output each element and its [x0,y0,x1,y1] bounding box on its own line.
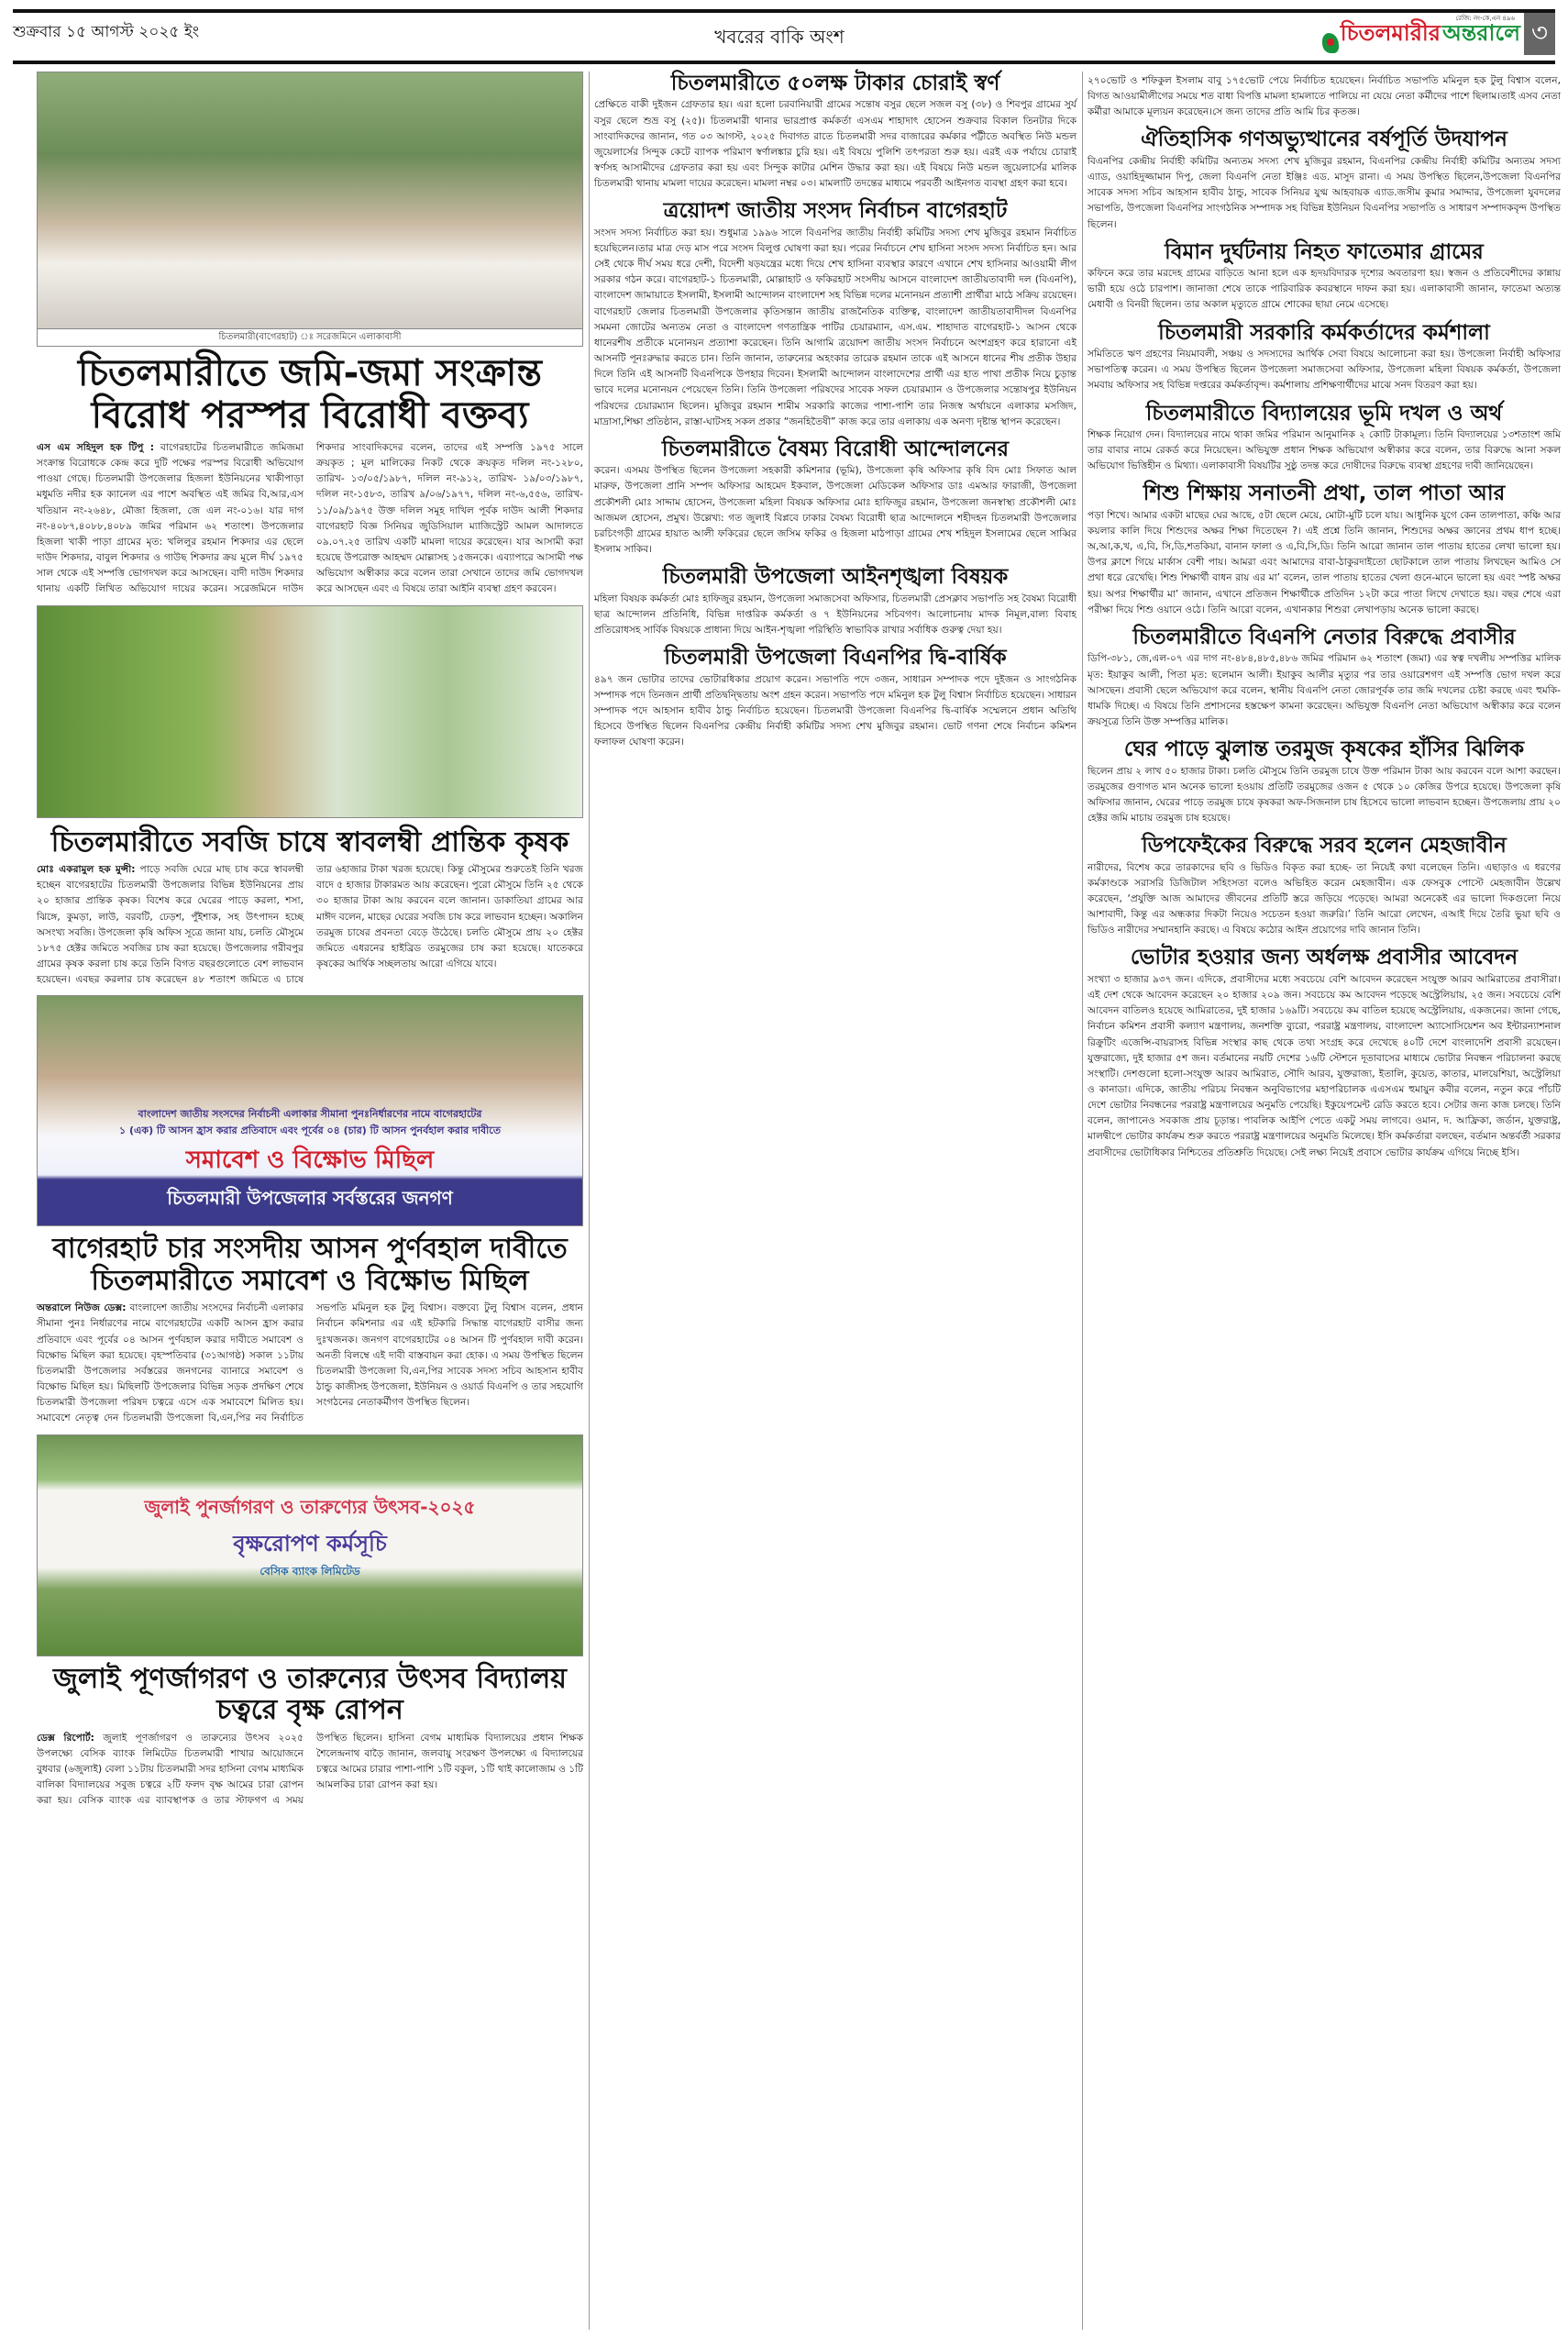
article-body: সংখ্যা ৩ হাজার ৯৩৭ জন। এদিকে, প্রবাসীদের মধ্যে সবচেয়ে বেশি আবেদন করেছেন সংযুক্ত আরব আমিরাতের প্রবাসীরা। এই দেশ থেকে আবেদন করেছেন ২০ হাজার ২০৯ জন। সবচেয়ে কম আবেদন পড়েছে অস্ট্রেলিয়ায়, ২৫ জন। সবচেয়ে বেশি আবেদন বাতিলও হয়েছে আমিরাতের, দুই হাজার ১৬৯টি। সবচেয়ে কম বাতিল হয়েছে অস্ট্রেলিয়ায়, একজনের। জানা গেছে, নির্বাচন কমিশন প্রবাসী কল্যাণ মন্ত্রণালয়, জনশক্তি ব্যুরো, পররাষ্ট্র মন্ত্রণালয়, বাংলাদেশ অ্যাসোসিয়েশন অব ইন্টারন্যাশনাল রিক্রুটিং এজেন্সি-বায়রাসহ বিভিন্ন সংস্থার কাছ থেকে তথ্য সংগ্রহ করে দেখেছে ৪০টি দেশে বাংলাদেশি প্রবাসী রয়েছেন। যুক্তরাজ্যে, দুই হাজার ৫শ জন। বর্তমানের নয়টি দেশের ১৬টি স্টেশনে দূতাবাসের মাধ্যমে ভোটার নিবন্ধন পরিচালনা করছে সংস্থাটি। দেশগুলো হলো-সংযুক্ত আরব আমিরাত, সৌদি আরব, যুক্তরাজ্য, ইতালি, কুয়েত, কাতার, মালয়েশিয়া, অস্ট্রেলিয়া ও কানাডা। এদিকে, জাতীয় পরিচয় নিবন্ধন অনুবিভাগের মহাপরিচালক এএসএম হুমায়ুন কবীর বলেন, নতুন করে পাঁচটি দেশে ভোটার নিবন্ধনের পররাষ্ট্র মন্ত্রণালয়ের অনুমতি পেয়েছি। ইকুয়েপমেন্ট রেডি করতে হবে। সেটার জন্য কাজ চলছে। তিনি বলেন, জাপানেও সবকাজ প্রায় চূড়ান্ত। পাবলিক আইপি পেতে একটু সময় লাগবে। ওমান, দ. আফ্রিকা, জর্ডান, যুক্তরাষ্ট্র, মালদ্বীপে ভোটার কার্যক্রম শুরু করতে পররাষ্ট্র মন্ত্রণালয়ের অনুমতি মিলেছে। ইসি কর্মকর্তারা বলছেন, বর্তমান অন্তর্বর্তী সরকার প্রবাসীদের ভোটাধিকার নিশ্চিতের প্রতিশ্রুতি দিয়েছে। সেই লক্ষ্য নিয়েই প্রবাসে ভোটার কার্যক্রম এগিয়ে নিচ্ছে ইসি। [1088,973,1561,1158]
headline: ঘের পাড়ে ঝুলান্ত তরমুজ কৃষকের হাঁসির ঝিলিক [1123,737,1525,762]
article-body: সমিতিতে ঋণ গ্রহণের নিয়মাবলী, সঞ্চয় ও সদস্যদের আর্থিক সেবা বিষয়ে আলোচনা করা হয়। উপজেলা নির্বাহী অফিসার সভাপতিত্ব করেন। এ সময় উপস্থিত ছিলেন উপজেলা সমাজসেবা অফিসার, উপজেলা মহিলা বিষয়ক কর্মকর্তা, উপজেলা সমবায় অফিসার সহ বিভিন্ন দপ্তরের কর্মকর্তাবৃন্দ। কর্মশালায় প্রশিক্ষণার্থীদের মাঝে সনদ বিতরণ করা হয়। [1088,349,1561,392]
photo-vegetable-farm [37,605,583,818]
header-bottom-rule [13,61,1555,64]
article-body: ৪৯৭ জন ভোটার তাদের ভোটারধিকার প্রয়োগ করেন। সভাপতি পদে ৩জন, সাধারন সম্পাদক পদে দুইজন ও সাংগঠনিক সম্পাদক পদে তিনজন প্রার্থী প্রতিদ্বন্দ্বিতায় অংশ গ্রহন করেন। সভাপতি পদে মমিনুল হক টুলু বিশ্বাস নির্বাচিত হয়েছেন। সাধারন সম্পাদক পদে আহসান হাবীব ঠান্ডু নির্বাচিত হয়েছেন। চিতলমারী উপজেলা বিএনপির দ্বি-বার্ষিক সম্মেলনে প্রধান অতিথি হিসেবে উপস্থিত ছিলেন বিএনপির কেন্দ্রীয় নির্বাহী কমিটির সদস্য শেখ মুজিবুর রহমান। ভোট গণনা শেষে নির্বাচন কমিশন ফলাফল ঘোষণা করেন। [594,673,1077,748]
article-deepfake [1088,834,1561,938]
headline: ত্রয়োদশ জাতীয় সংসদ নির্বাচন বাগেরহাট [663,199,1008,224]
headline: ডিপফেইকের বিরুদ্ধে সরব হলেন মেহজাবীন [1142,834,1507,858]
article-vegetable-farming [37,827,583,989]
article-text: জুলাই পূণর্জাগরণ ও তারুন্যের উৎসব ২০২৫ উপলক্ষ্যে বেসিক ব্যাংক লিমিটেড চিতলমারী শাখার আয়োজনে বুধবার (৬জুলাই) বেলা ১১টায় চিতলমারী সদর হাসিনা বেগম মাধ্যমিক বালিকা বিদ্যালয়ের সবুজ চত্বরে ২টি ফলদ বৃক্ষ আমের চারা রোপন করা হয়। বেসিক ব্যাংক এর ব্যাবস্থাপক ও তার স্টাফগণ এ সময় উপস্থিত ছিলেন। হাসিনা বেগম মাধ্যমিক বিদ্যালয়ের প্রধান শিক্ষক শৈলেন্দ্রনাথ বাড়ৈ জানান, জলবায়ু সংরক্ষণ উপলক্ষ্যে এ বিদ্যালয়ের চত্বরে আমের চারার পাশা-পাশি ১টি বকুল, ১টি থাই কালোজাম ও ১টি আমলকির চারা রোপন করা হয়। [37,1732,583,1807]
banner-line: বাংলাদেশ জাতীয় সংসদের নির্বাচনী এলাকার সীমানা পুনঃনির্ধারণের নামে বাগেরহাটের [138,1108,482,1121]
headline: চিতলমারী উপজেলা বিএনপির দ্বি-বার্ষিক [664,646,1007,670]
article-law-order [594,565,1077,638]
article-body: সংসদ সদস্য নির্বাচিত করা হয়। শুধুমাত্র ১৯৯৬ সালে বিএনপির জাতীয় নির্বাহী কমিটির সদস্য শেখ মুজিবুর রহমান নির্বাচিত হয়েছিলেন।তার মাত্র দেড় মাস পরে সংসদ বিলুপ্ত ঘোষণা করা হয়। পরের নির্বাচনে শেখ হাসিনা সংসদ সদস্য নির্বাচিত হন। আর সেই থেকে দীর্ঘ সময় ধরে দেশী, বিদেশী ষড়যন্ত্রের মধ্যে দিয়ে শেখ হাসিনা ব্যবস্থার কারণে এখানে শেখ হাসিনার আওয়ামী লীগ সরকার গঠন করে। বাগেরহাট-১ চিতলমারী, মোল্লাহাট ও ফকিরহাট সংসদীয় আসনে বাংলাদেশ জাতীয়তাবাদী দল (বিএনপি), বাংলাদেশ জামায়াতে ইসলামী, ইসলামী আন্দোলন বাংলাদেশ সহ বিভিন্ন দলের মনোনয়ন প্রত্যাশী প্রার্থীরা মাঠে সক্রিয় রয়েছেন। বাগেরহাট জেলার চিতলমারী উপজেলার কৃতিসন্তান জাতীয় রাজনৈতিক ব্যক্তিত্ব, বাংলাদেশ জাতীয়তাবাদীদল বিএনপির সমমনা জোটের অন্যতম নেতা ও বাংলাদেশ গণতান্ত্রিক পাটির চেয়ারম্যান, এস.এম. শাহাদাত বাগেরহাট-১ আসন থেকে ধানেরশীষ প্রতীকে মনোনয়ন প্রত্যাশা করেছেন। তিনি আগামি ত্রয়োদশ জাতীয় সংসদ নির্বাচনে অংশগ্রহণ করে হারানো এই আসনটি পূনঃরুদ্ধার করতে চান। তিনি জানান, তারুন্যের অহংকার তারেক রহমান তাকে এই আসনে ধানের শীষ প্রতীক উহার দিলে তিনি এই আসনটি বিএনপিকে উপহার দিবেন। ইসলামী আন্দোলন বাংলাদেশের প্রার্থী এর হাত পাখা প্রতীক নিয়ে চুড়ান্ত ভাবে দলের মনোনয়ন পেয়েছেন তিনি। তিনি উপজেলা পরিষদের সাবেক সফল চেয়ারম্যান ও উপজেলার সন্তোষপুর ইউনিয়ন পরিষদের চেয়ারম্যান ছিলেন। মুজিবুর রহমান শামীম সরকারি কাজের পাশা-পাশি তার নিজস্ব অর্থায়নে এলাকার মসজিদ, মাদ্রাসা,শিক্ষা প্রতিষ্ঠান, রাস্তা-ঘাটসহ সকল প্রকার “জনহিতৈষী” কাজ করে তার এলাকায় এক অনণ্য দৃষ্টান্ত স্থাপন করেছেন। [594,227,1077,427]
headline: ঐতিহাসিক গণঅভ্যুত্থানের বর্ষপূর্তি উদযাপন [1141,127,1507,152]
article-expatriate-complaint [1088,626,1561,730]
byline: মোঃ একরামুল হক মুন্সী: [37,864,136,876]
banner-title: সমাবেশ ও বিক্ষোভ মিছিল [185,1146,435,1175]
bangladesh-map-icon [1322,33,1339,53]
headline: চিতলমারী উপজেলা আইনশৃঙ্খলা বিষয়ক [662,565,1009,590]
headline: চিতলমারীতে ৫০লক্ষ টাকার চোরাই স্বর্ণ [670,72,1000,95]
article-body [37,1301,583,1426]
banner-line: বেসিক ব্যাংক লিমিটেড [259,1564,360,1578]
headline: চিতলমারীতে বিদ্যালয়ের ভূমি দখল ও অর্থ [1145,401,1503,426]
article-body [37,1731,583,1810]
article-palm-leaf-education [1088,482,1561,618]
banner-line: চিতলমারী উপজেলার সর্বস্তরের জনগণ [167,1187,453,1210]
headline: শিশু শিক্ষায় সনাতনী প্রথা, তাল পাতা আর [1143,482,1506,506]
article-body [37,862,583,988]
section-title: খবরের বাকি অংশ [714,26,845,48]
article-body: নারীদের, বিশেষ করে তারকাদের ছবি ও ভিডিও বিকৃত করা হচ্ছে- তা নিয়েই কথা বলেছেন তিনি। এছাড়াও এ ধরণের কর্মকাণ্ডকে সরাসরি ডিজিটাল সহিংসতা বলেও অভিহিত করেন মেহজাবীন। এক ফেসবুক পোস্টে মেহজাবীন উল্লেখ করেছেন, ‘প্রযুক্তি আজ আমাদের জীবনের প্রতিটি স্তরে জড়িয়ে পড়েছে। আমরা অনেকেই এর ভালো দিকগুলো নিয়ে আশাবাদী, কিন্তু এর অন্ধকার দিকটা নিয়েও সচেতন হওয়া জরুরি।’ তিনি আরো লেখেন, এআই দিয়ে তৈরি ভুয়া ছবি ও ভিডিও নারীদের সম্মানহানি করছে। এ বিষয়ে কঠোর আইন প্রয়োগের দাবি জানান তিনি। [1088,861,1561,936]
article-body: ডিপি-৩৮১, জে,এল-০৭ এর দাগ নং-৪৮৪,৪৮৫,৪৮৬ জমির পরিমান ৬২ শতাংশ (জমা) এর স্বত্ব দখলীয় সম্পত্তির মালিক মৃত: ইয়াকুব আলী, পিতা মৃত: ছলেমান আলী। ইয়াকুব আলীর মৃত্যুর পর তার ওয়ারেশগণ এই সম্পত্তি ভোগ দখল করে আসছেন। প্রবাসী ছেলে অভিযোগ করে বলেন, স্থানীয় বিএনপি নেতা জোরপূর্বক তার জমি দখলের চেষ্টা করছে এবং হুমকি-ধামকি দিচ্ছে। এ বিষয়ে তিনি প্রশাসনের হস্তক্ষেপ কামনা করেছেন। অভিযুক্ত বিএনপি নেতা অভিযোগ অস্বীকার করে বলেন ক্রয়সূত্রে তিনি উক্ত সম্পত্তির মালিক। [1088,653,1561,727]
article-body [37,440,583,598]
article-continuation [1088,73,1561,120]
page-number: ৩ [1524,13,1555,55]
right-column [1088,72,1561,1168]
byline: এস এম সহিদুল হক টিপু : [37,442,154,453]
banner-line: ১ (এক) টি আসন হ্রাস করার প্রতিবাদে এবং পূর্বের ০৪ (চার) টি আসন পুনর্বহাল করার দাবীতে [119,1124,501,1137]
column-divider [1082,72,1083,2330]
article-body: শিক্ষক নিয়োগ দেন। বিদ্যালয়ের নামে থাকা জমির পরিমান আনুমানিক ২ কোটি টাকামূল্য। তিনি বিদ্যালয়ের ১৩শতাংশ জমি তার বাবার নামে রেকর্ড করে নিয়েছেন। অভিযুক্ত প্রধান শিক্ষক অভিযোগ অস্বীকার করে বলেন, তার বিরুদ্ধে আনা সকল অভিযোগ ভিত্তিহীন ও মিথ্যা। এলাকাবাসী বিষয়টির সুষ্ঠু তদন্ত করে দোষীদের বিরুদ্ধে ব্যবস্থা গ্রহণের দাবী জানিয়েছেন। [1088,428,1561,472]
article-body: ২৭০ভোট ও শফিকুল ইসলাম বাবু ১৭৫ভোট পেয়ে নির্বাচিত হয়েছেন। নির্বাচিত সভাপতি মমিনুল হক টুলু বিশ্বাস বলেন, বিগত আওয়ামীলীগের সময়ে শত বাধা বিপত্তি মামলা হামলাতে পালিয়ে না যেয়ে নেতা কর্মীদের পাশে ছিলাম।তাই এসব নেতা কর্মীরা আমাকে মূল্যয়ন করেছেন।সে জন্য তাদের প্রতি আমি চির কৃতজ্ঞ। [1088,75,1561,118]
logo-text-red: চিতলমারীর [1340,20,1441,46]
headline: চিতলমারী সরকারি কর্মকর্তাদের কর্মশালা [1158,320,1490,345]
page-header [0,0,1568,66]
left-column [37,72,583,1816]
headline: চিতলমারীতে জমি-জমা সংক্রান্ত বিরোধ পরস্পর বিরোধী বক্তব্য [78,352,542,437]
headline: ভোটার হওয়ার জন্য অর্ধলক্ষ প্রবাসীর আবেদন [1130,946,1518,970]
article-uprising-anniversary [1088,127,1561,232]
issue-date: শুক্রবার ১৫ আগস্ট ২০২৫ ইং [13,23,200,41]
headline: বাগেরহাট চার সংসদীয় আসন পুর্ণবহাল দাবীতে চিতলমারীতে সমাবেশ ও বিক্ষোভ মিছিল [52,1233,568,1297]
article-stolen-gold [594,72,1077,192]
article-land-dispute [37,352,583,598]
article-watermelon [1088,737,1561,826]
article-officials-workshop [1088,321,1561,394]
photo-tree-planting [37,1434,583,1656]
article-national-election [594,199,1077,429]
photo-villagers [37,72,583,347]
article-bnp-biennial [594,646,1077,750]
banner-line: জুলাই পুনর্জাগরণ ও তারুণ্যের উৎসব-২০২৫ [144,1495,476,1518]
article-school-land [1088,402,1561,475]
article-tree-planting [37,1664,583,1810]
byline: অন্তরালে নিউজ ডেক্স: [37,1302,127,1314]
article-body: মহিলা বিষয়ক কর্মকর্তা মোঃ হাফিজুর রহমান, উপজেলা সমাজসেবা অফিসার, চিতলমারী প্রেসক্লাব সভাপতি সহ বৈষম্য বিরোধী ছাত্র আন্দোলন প্রতিনিধি, বিভিন্ন দাপ্তরিক কর্মকর্তা ও ৭ ইউনিয়নের সচিবগণ। আলোচনায় মাদক নিমূল,বাল্য বিবাহ প্রতিরোধসহ সার্বিক বিষয়কে প্রাধান্য দিয়ে আইন-শৃঙ্খলা পরিস্থিতি স্বাভাবিক রাখার সর্বাধিক গুরুত্ব দেয়া হয়। [594,593,1077,636]
headline: চিতলমারীতে সবজি চাষে স্বাবলম্বী প্রান্তিক কৃষক [50,825,569,858]
headline: চিতলমারীতে বিএনপি নেতার বিরুদ্ধে প্রবাসীর [1132,625,1516,649]
headline: চিতলমারীতে বৈষম্য বিরোধী আন্দোলনের [661,437,1010,461]
registration-number: রেজি: নং-কে,এন ৪৯৬ [1455,15,1515,22]
logo-text-green: অন্তরালে [1441,20,1520,46]
banner-title: বৃক্ষরোপণ কর্মসূচি [233,1530,387,1556]
article-text: বাগেরহাটের চিতলমারীতে জমিজমা সংক্রান্ত বিরোধকে কেন্দ্র করে দুটি পক্ষের পরস্পর বিরোধী অভিযোগ পাওয়া গেছে। চিতলমারী উপজেলার হিজলা ইউনিয়নের খাকীপাড়া মধুমতি নদীর হক ক্যানেল এর পাশে অবস্থিত এই জমির বি,আর,এস খতিয়ান নং-২৬৪৮, মৌজা হিজলা, জে এল নং-০১৬। যার দাগ নং-৪০৮৭,৪০৮৮,৪০৮৯ জমির পরিমান ৬২ শতাংশ। উপজেলার হিজলা খাকী পাড়া গ্রামের মৃত: খলিলুর রহমান শিকদার এর ছেলে দাউদ শিকদার, বাবুল শিকদার ও গাউছ শিকদার ক্রয় মূলে দীর্ঘ ১৯৭৫ সাল থেকে এই সম্পত্তি ভোগদখল করে আসছেন। বাদী দাউদ শিকদার থানায় একটি লিখিত অভিযোগ দায়ের করেন। সরেজমিনে দাউদ শিকদার সাংবাদিকদের বলেন, তাদের এই সম্পত্তি ১৯৭৫ সালে ক্রয়কৃত ; মূল মালিকের নিকট থেকে ক্রয়কৃত দলিল নং-১২৮০, তারিখ- ১৩/০৫/১৯৮৭, দলিল নং-৯১২, তারিখ- ১৯/০৩/১৯৮৭, দলিল নং-১৫৮৩, তারিখ ৯/০৬/১৯৭৭, দলিল নং-৬,৫৫৬, তারিখ- ১১/০৯/১৯৭৫ উক্ত দলিল সমূহ দাখিল পূর্বক দাউদ আলী শিকদার বাগেরহাট বিজ্ঞ সিনিয়র জুডিসিয়াল ম্যাজিস্ট্রেট আমল আদালতে ০৯.০৭.২৫ তারিখ একটি মামলা দায়ের করেছেন। যার আসামী করা হয়েছে উপরোক্ত আহম্মদ মোল্লাসহ ১৫জনকে। এব্যাপারে আসামী পক্ষ অভিযোগ অস্বীকার করে বলেন তারা সেখানে তাদের জমি ভোগদখল করে আসছেন এবং এ বিষয়ে তারা আইনি ব্যবস্থা গ্রহণ করবেন। [37,442,583,595]
header-top-rule [13,9,1555,13]
byline: ডেক্স রিপোর্ট: [37,1732,94,1744]
article-body: পড়া শিখে। আমার একটা মাছের ঘের আছে, ৫টা ছেলে মেয়ে, মোটা-মুটি চলে যায়। আধুনিক যুগে কেন তালপাতা, কঞ্চি আর কয়লার কালি দিয়ে শিশুদের অক্ষর শিক্ষা দিতেছেন ?। এই প্রশ্নে তিনি জানান, শিশুদের অক্ষর জ্ঞানের প্রথম ধাপ হচ্ছে। অ,আ,ক,খ, এ,বি, সি,ডি,শতকিয়া, বানান ফালা ও এ,বি,সি,ডি। তিনি আরো জানান তাল পাতায় হাতের লেখা ভালো হয়। উপর ক্লাশে গিয়ে মার্কাস বেশী পায়। আমরা এবং আমাদের বাবা-ঠাকুরদাইতো ছোটকালে তাল পাতায় লিখছেন আমিও সে প্রথা ধরে রেখেছি। শিশু শিক্ষার্থী বাধন রায় এর মা’ বলেন, তাল পাতায় হাতের খেলা গুনে-মানে ভালো হয় এবং স্পষ্ট অক্ষর হয়। অপর শিক্ষার্থীর মা’ জানান, এখানে প্রতিজন শিক্ষার্থীকে প্রতিদিন ১২টা করে পাতা লিখে দেখাতে হয়। বছর শেষে এরা পরীক্ষা দিয়ে শিশু ওয়ানে ওঠে। তিনি আরো বলেন, এখানকার শিশুরা লেখাপড়ায় অনেক ভালো করছে। [1088,509,1561,615]
article-seat-restoration [37,1234,583,1426]
headline: জুলাই পূণর্জাগরণ ও তারুন্যের উৎসব বিদ্যালয় চত্বরে বৃক্ষ রোপন [53,1662,567,1727]
article-body: প্রেক্ষিতে বাকী দুইজন গ্রেফতার হয়। এরা হলো চরবানিয়ারী গ্রামের সন্তোষ বসুর ছেলে সজল বসু (৩৮) ও শিবপুর গ্রামের সুর্য বসুর ছেলে শুভ্র বসু (২৫)। চিতলমারী থানার ভারপ্রাপ্ত কর্মকর্তা এসএম শাহাদাৎ হোসেন শুক্রবার বিকাল তিনটার দিকে সাংবাদিকদের জানান, গত ০৩ আগস্ট, ২০২৫ দিবাগত রাতে চিতলমারী সদর বাজারের কর্মকার পট্টীতে অবস্থিত নিউ মন্ডল জুয়েলার্সের সিন্দুক কেটে ব্যাপক পরিমাণ স্বর্ণালঙ্কার চুরি হয়। এই বিষয়ে পুলিশি তৎপরতা শুরু হয়। এরই এক পর্যায়ে চোরাই স্বর্ণসহ আসামীদের গ্রেফতার করা হয় এবং সিন্দুক কাটার মেশিন উদ্ধার করা হয়। এই বিষয়ে নিউ মন্ডল জুয়েলার্সের মালিক চিতলমারী থানায় মামলা দায়ের করেছেন। মামলা নম্বর ০৩। মামলাটি তদন্তের মাধ্যমে পরবর্তী আইনগত ব্যবস্থা গ্রহণ করা হবে। [594,99,1077,190]
article-text: পাড়ে সবজি ঘেরে মাছ চাষ করে স্বাবলম্বী হচ্ছেন বাগেরহাটের চিতলমারী উপজেলার বিভিন্ন ইউনিয়নের প্রায় ২০ হাজার প্রান্তিক কৃষক। বিশেষ করে ঘেরের পাড়ে করলা, শসা, ঝিঙ্গে, কুমড়া, লাউ, বরবটি, ঢেড়শ, পুঁইশাক, সহ উৎপাদন হচ্ছে অসংখ্য সবজি। উপজেলা কৃষি অফিস সূত্রে জানা যায়, চলতি মৌসুমে ১৮৭৫ হেক্টর জমিতে সবজির চাষ করা হয়েছে। উপজেলার গরীবপুর গ্রামের কৃষক করলা চাষ করে তিনি বিগত বছরগুলোতে বেশ লাভবান হয়েছেন। এবছর করলার চাষ করেছেন ৪৮ শতাংশ জমিতে এ চাষে তার ৬হাজার টাকা খরজ হয়েছে। কিন্তু মৌসুমের শুরুতেই তিনি খরজ বাদে ৫ হাজার টাকারমত আয় করেছেন। পুরো মৌসুমে তিনি ২৫ থেকে ৩০ হাজার টাকা আয় করবেন বলে জানান। ডাকাতিয়া গ্রামের আর মাঈদ বলেন, মাছের ঘেরের সবজি চাষ করে লাভবান হচ্ছেন। অকালিন তরমুজ চাষের প্রবনতা বেড়ে উঠেছে। চলতি মৌসুমে প্রায় ২০ হেক্টর জমিতে এধরনের হাইব্রিড তরমুজের চাষ করা হয়েছে। যাতেকরে কৃষকের আর্থিক সচ্ছলতায় আরো এগিয়ে যাবে। [37,864,583,986]
newspaper-logo [1322,17,1520,53]
photo-rally [37,995,583,1226]
article-expat-voters [1088,946,1561,1160]
article-anti-discrimination [594,437,1077,558]
column-divider [589,72,590,2330]
article-body: কফিনে করে তার মরদেহ গ্রামের বাড়িতে আনা হলে এক হৃদয়বিদারক দৃশ্যের অবতারণা হয়। স্বজন ও প্রতিবেশীদের কান্নায় ভারী হয়ে ওঠে চারপাশ। জানাজা শেষে তাকে পারিবারিক কবরস্থানে দাফন করা হয়। এলাকাবাসী জানান, ফাতেমা অত্যন্ত মেধাবী ও বিনয়ী ছিলেন। তার অকাল মৃত্যুতে গ্রামে শোকের ছায়া নেমে এসেছে। [1088,268,1561,311]
article-plane-crash [1088,240,1561,314]
photo-caption: চিতলমারী(বাগেরহাট) ঃ সরেজমিনে এলাকাবাসী [38,328,582,346]
middle-column [594,72,1077,758]
article-body: করেন। এসময় উপস্থিত ছিলেন উপজেলা সহকারী কমিশনার (ভূমি), উপজেলা কৃষি অফিসার কৃষি বিদ মোঃ সিফাত আল মারুফ, উপজেলা প্রানি সম্পদ অফিসার আহমেদ ইকবাল, উপজেলা মেডিকেল অফিসার ডাঃ এমআর ফারাজী, উপজেলা প্রকৌশলী মোঃ সাদ্দাম হোসেন, উপজেলা মহিলা বিষয়ক অফিসার মোঃ হাফিজুর রহমান, উপজেলা জনস্বাস্থ্য প্রকৌশলী মোঃ আজমল হোসেন, প্রমুখ। উল্লেখ্য: গত জুলাই বিপ্লবে ঢাকার বৈষম্য বিরোধী ছাত্র আন্দোলনে শহীদহন চিতলমারী উপজেলার চরচিংগড়ী গ্রামের হায়াত আলী ফকিরের ছেলে জসিম ফকির ও হিজলা মাঠপাড়া গ্রামের শেখ শহিদুল ইসলামের ছেলে সাব্বির ইসলাম সাকিব। [594,465,1077,556]
article-text: বাংলাদেশ জাতীয় সংসদের নির্বাচনী এলাকার সীমানা পুনঃ নির্ধারণের নামে বাগেরহাটের একটি আসন হ্রাস করার প্রতিবাদে এবং পূর্বের ০৪ আসন পুর্ণবহাল করার দাবীতে সমাবেশ ও বিক্ষোভ মিছিল করা হয়েছে। বৃহস্পতিবার (৩১আগষ্ঠ) সকাল ১১টায় চিতলমারী উপজেলার সর্বস্তরের জনগনের ব্যানারে সমাবেশ ও বিক্ষোভ মিছিল হয়। মিছিলটি উপজেলার বিভিন্ন সড়ক প্রদক্ষিণ শেষে চিতলমারী উপজেলা পরিষদ চত্বরে এসে এক সমাবেশে মিলিত হয়। সমাবেশে নেতৃত্ব দেন চিতলমারী উপজেলা বি,এন,পির নব নির্বাচিত সভপতি মমিনুল হক টুলু বিশ্বাস। বক্তব্যে টুলু বিশ্বাস বলেন, প্রধান নির্বাচন কমিশনার এর এই হটকারি সিদ্ধান্ত বাগেরহাট বাসীর জন্য দুঃখজনক। জনগণ বাগেরহাটের ০৪ আসন টি পুর্ণবহাল দাবী করেন। অনতী বিলম্বে এই দাবী বাস্তবায়ন করা হোক। এ সময় উপস্থিত ছিলেন চিতলমারী উপজেলা বি,এন,পির সাবেক সদস্য সচিব আহসান হাবীব ঠান্ডু কাজীসহ উপজেলা, ইউনিয়ন ও ওয়ার্ড বিএনপি ও তার সহযোগি সংগঠনের নেতাকর্মীগণ উপস্থিত ছিলেন। [37,1302,583,1424]
article-body: ছিলেন প্রায় ২ লাখ ৫০ হাজার টাকা। চলতি মৌসুমে তিনি তরমুজ চাষে উক্ত পরিমান টাকা আয় করবেন বলে আশা করছেন। তরমুজের গুণাগত মান অনেক ভালো হওয়ায় প্রতিটি তরমুজের ওজন ৫ থেকে ১০ কেজির উপরে হয়েছে। উপজেলা কৃষি অফিসার জানান, ঘেরের পাড়ে তরমুজ চাষে কৃষকরা অফ-সিজনাল চাষ হিসেবে ভালো লাভবান হচ্ছেন। উপজেলায় প্রায় ২০ হেক্টর জমি মাচায় তরমুজ চাষ হয়েছে। [1088,765,1561,825]
article-body: বিএনপির কেন্দ্রীয় নির্বাহী কমিটির অন্যতম সদস্য শেখ মুজিবুর রহমান, বিএনপির কেন্দ্রীয় নির্বাহী কমিটির অন্যতম সদস্য এ্যাড, ওয়াহিদুজ্জামান দিপু, জেলা বিএনপি নেতা ইঞ্জিঃ এড. মাসুদ রানা। এ সময় উপস্থিত ছিলেন,উপজেলা বিএনপির সাবেক সদস্য সচিব আহসান হাবীব ঠান্ডু, সাবেক সিনিয়র যুগ্ম আহবায়ক এ্যাড.জসীম কুমার সমাদ্দার, উপজেলা যুবদলের সভাপতি, উপজেলা বিএনপির সাংগঠনিক সম্পাদক সহ বিভিন্ন ইউনিয়ন বিএনপির সভাপতি ও সাধারণ সম্পাদকবৃন্দ উপস্থিত ছিলেন। [1088,155,1561,230]
headline: বিমান দুর্ঘটনায় নিহত ফাতেমার গ্রামের [1165,239,1484,264]
